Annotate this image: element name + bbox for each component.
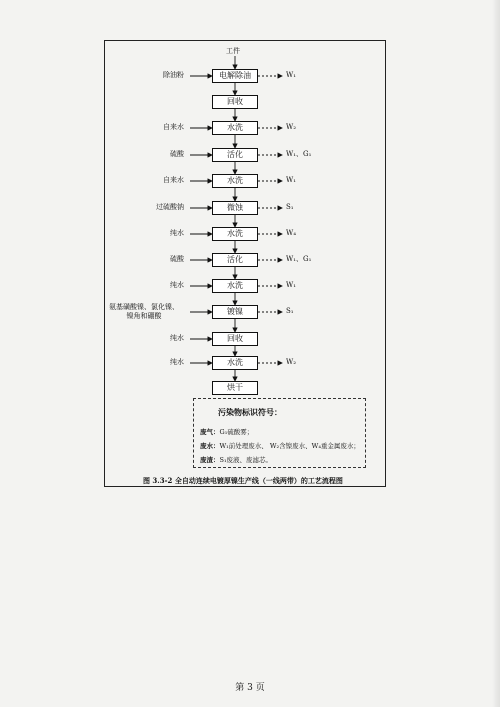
input-material-label: 过硫酸钠 (156, 203, 184, 211)
input-material-label: 纯水 (170, 229, 184, 237)
process-step-box: 电解除油 (212, 69, 258, 83)
start-label: 工件 (226, 47, 240, 55)
output-pollutant-label: W₂ (286, 123, 297, 131)
process-step-box: 水洗 (212, 174, 258, 188)
input-material-label: 除油粉 (163, 71, 184, 79)
process-step-box: 活化 (212, 148, 258, 162)
output-pollutant-label: W₁、G₁ (286, 255, 312, 263)
legend-title: 污染物标识符号： (218, 407, 282, 417)
legend-line-gas: 废气：G₁硫酸雾； (200, 428, 254, 436)
input-material-label: 硫酸 (170, 255, 184, 263)
legend-box (193, 398, 366, 468)
process-step-box: 水洗 (212, 121, 258, 135)
output-pollutant-label: S₁ (286, 307, 294, 315)
input-material-label: 纯水 (170, 334, 184, 342)
process-step-box: 镀镍 (212, 305, 258, 319)
input-material-label: 纯水 (170, 281, 184, 289)
process-step-box: 水洗 (212, 279, 258, 293)
output-pollutant-label: W₁、G₁ (286, 150, 312, 158)
output-pollutant-label: W₁ (286, 176, 297, 184)
legend-line-solid: 废渣：S₁废液、废滤芯。 (200, 456, 273, 464)
output-pollutant-label: W₄ (286, 229, 297, 237)
output-pollutant-label: W₁ (286, 281, 297, 289)
input-material-label: 氨基磺酸镍、氯化镍、镍角和硼酸 (109, 303, 179, 320)
output-pollutant-label: W₂ (286, 358, 297, 366)
process-step-box: 回收 (212, 95, 258, 109)
page-number: 第 3 页 (235, 683, 265, 693)
legend-line-water: 废水：W₁前处理废水、 W₂含镍废水、W₄重金属废水； (200, 442, 360, 450)
process-step-box: 回收 (212, 332, 258, 346)
figure-caption: 图 3.3-2 全自动连续电镀厚镍生产线（一线两带）的工艺流程图 (143, 476, 343, 485)
input-material-label: 自来水 (163, 176, 184, 184)
output-pollutant-label: S₁ (286, 203, 294, 211)
input-material-label: 自来水 (163, 123, 184, 131)
process-step-box: 烘干 (212, 381, 258, 395)
process-step-box: 活化 (212, 253, 258, 267)
page-edge-shadow (492, 0, 500, 707)
input-material-label: 硫酸 (170, 150, 184, 158)
output-pollutant-label: W₁ (286, 71, 297, 79)
process-step-box: 水洗 (212, 356, 258, 370)
input-material-label: 纯水 (170, 358, 184, 366)
process-step-box: 微蚀 (212, 201, 258, 215)
process-step-box: 水洗 (212, 227, 258, 241)
